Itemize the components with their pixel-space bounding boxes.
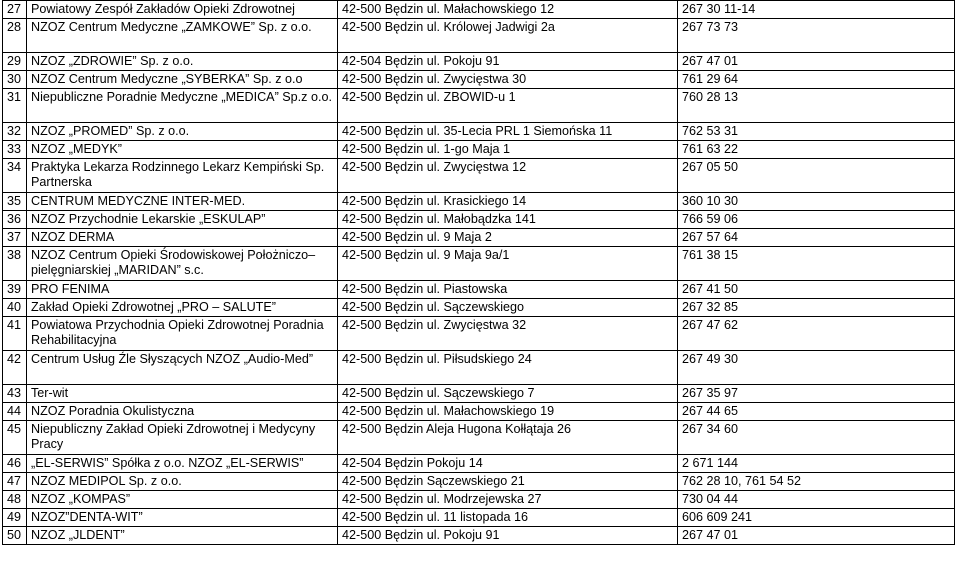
facility-name: NZOZ „PROMED” Sp. z o.o. bbox=[27, 123, 338, 141]
facility-name: Powiatowa Przychodnia Opieki Zdrowotnej Poradnia Rehabilitacyjna bbox=[27, 317, 338, 351]
facility-table bbox=[2, 0, 955, 545]
row-number: 41 bbox=[3, 317, 27, 351]
table-row bbox=[3, 247, 955, 281]
row-number: 43 bbox=[3, 385, 27, 403]
table-row bbox=[3, 19, 955, 53]
table-row bbox=[3, 385, 955, 403]
facility-phone: 761 63 22 bbox=[678, 141, 955, 159]
table-row bbox=[3, 527, 955, 545]
facility-name: NZOZ DERMA bbox=[27, 229, 338, 247]
row-number: 31 bbox=[3, 89, 27, 123]
facility-phone: 760 28 13 bbox=[678, 89, 955, 123]
row-number: 36 bbox=[3, 211, 27, 229]
facility-phone: 267 49 30 bbox=[678, 351, 955, 385]
facility-address: 42-500 Będzin ul. Zwycięstwa 32 bbox=[338, 317, 678, 351]
facility-name: PRO FENIMA bbox=[27, 281, 338, 299]
row-number: 50 bbox=[3, 527, 27, 545]
table-row bbox=[3, 211, 955, 229]
facility-name: Praktyka Lekarza Rodzinnego Lekarz Kempiński Sp. Partnerska bbox=[27, 159, 338, 193]
row-number: 29 bbox=[3, 53, 27, 71]
facility-name: Ter-wit bbox=[27, 385, 338, 403]
facility-table-body bbox=[3, 1, 955, 545]
facility-phone: 360 10 30 bbox=[678, 193, 955, 211]
table-row bbox=[3, 299, 955, 317]
facility-address: 42-500 Będzin ul. ZBOWID-u 1 bbox=[338, 89, 678, 123]
facility-address: 42-500 Będzin ul. 9 Maja 2 bbox=[338, 229, 678, 247]
facility-name: Niepubliczny Zakład Opieki Zdrowotnej i Medycyny Pracy bbox=[27, 421, 338, 455]
row-number: 34 bbox=[3, 159, 27, 193]
table-row bbox=[3, 509, 955, 527]
facility-address: 42-500 Będzin ul. Sączewskiego bbox=[338, 299, 678, 317]
facility-name: NZOZ MEDIPOL Sp. z o.o. bbox=[27, 473, 338, 491]
facility-name: „EL-SERWIS” Spółka z o.o. NZOZ „EL-SERWIS” bbox=[27, 455, 338, 473]
facility-address: 42-500 Będzin ul. Pokoju 91 bbox=[338, 527, 678, 545]
table-row bbox=[3, 229, 955, 247]
table-row bbox=[3, 351, 955, 385]
facility-address: 42-500 Będzin ul. Królowej Jadwigi 2a bbox=[338, 19, 678, 53]
facility-phone: 2 671 144 bbox=[678, 455, 955, 473]
facility-name: Niepubliczne Poradnie Medyczne „MEDICA” Sp.z o.o. bbox=[27, 89, 338, 123]
facility-phone: 267 47 01 bbox=[678, 53, 955, 71]
facility-phone: 267 44 65 bbox=[678, 403, 955, 421]
facility-name: NZOZ „MEDYK” bbox=[27, 141, 338, 159]
table-row bbox=[3, 193, 955, 211]
facility-name: NZOZ Centrum Medyczne „ZAMKOWE” Sp. z o.o. bbox=[27, 19, 338, 53]
row-number: 32 bbox=[3, 123, 27, 141]
facility-name: NZOZ „JLDENT” bbox=[27, 527, 338, 545]
facility-address: 42-500 Będzin ul. 35-Lecia PRL 1 Siemońska 11 bbox=[338, 123, 678, 141]
facility-phone: 606 609 241 bbox=[678, 509, 955, 527]
facility-phone: 267 32 85 bbox=[678, 299, 955, 317]
facility-phone: 762 53 31 bbox=[678, 123, 955, 141]
row-number: 42 bbox=[3, 351, 27, 385]
facility-name: NZOZ Poradnia Okulistyczna bbox=[27, 403, 338, 421]
facility-phone: 766 59 06 bbox=[678, 211, 955, 229]
table-row bbox=[3, 1, 955, 19]
row-number: 35 bbox=[3, 193, 27, 211]
table-row bbox=[3, 89, 955, 123]
facility-address: 42-500 Będzin ul. Krasickiego 14 bbox=[338, 193, 678, 211]
table-row bbox=[3, 123, 955, 141]
facility-phone: 762 28 10, 761 54 52 bbox=[678, 473, 955, 491]
facility-phone: 267 47 01 bbox=[678, 527, 955, 545]
facility-phone: 267 30 11-14 bbox=[678, 1, 955, 19]
facility-address: 42-504 Będzin ul. Pokoju 91 bbox=[338, 53, 678, 71]
row-number: 27 bbox=[3, 1, 27, 19]
facility-address: 42-500 Będzin Aleja Hugona Kołłątaja 26 bbox=[338, 421, 678, 455]
table-row bbox=[3, 421, 955, 455]
table-row bbox=[3, 53, 955, 71]
row-number: 46 bbox=[3, 455, 27, 473]
table-row bbox=[3, 473, 955, 491]
facility-name: Centrum Usług Źle Słyszących NZOZ „Audio-Med” bbox=[27, 351, 338, 385]
facility-name: NZOZ Centrum Medyczne „SYBERKA” Sp. z o.o bbox=[27, 71, 338, 89]
facility-phone: 267 47 62 bbox=[678, 317, 955, 351]
facility-name: Zakład Opieki Zdrowotnej „PRO – SALUTE” bbox=[27, 299, 338, 317]
facility-address: 42-500 Będzin ul. Piłsudskiego 24 bbox=[338, 351, 678, 385]
facility-phone: 267 57 64 bbox=[678, 229, 955, 247]
table-row bbox=[3, 403, 955, 421]
facility-address: 42-500 Będzin ul. 9 Maja 9a/1 bbox=[338, 247, 678, 281]
facility-phone: 761 29 64 bbox=[678, 71, 955, 89]
table-row bbox=[3, 317, 955, 351]
facility-address: 42-504 Będzin Pokoju 14 bbox=[338, 455, 678, 473]
table-row bbox=[3, 159, 955, 193]
table-row bbox=[3, 455, 955, 473]
row-number: 49 bbox=[3, 509, 27, 527]
facility-name: NZOZ „KOMPAS” bbox=[27, 491, 338, 509]
facility-address: 42-500 Będzin ul. Piastowska bbox=[338, 281, 678, 299]
row-number: 45 bbox=[3, 421, 27, 455]
facility-phone: 730 04 44 bbox=[678, 491, 955, 509]
row-number: 40 bbox=[3, 299, 27, 317]
facility-phone: 267 05 50 bbox=[678, 159, 955, 193]
row-number: 47 bbox=[3, 473, 27, 491]
facility-name: NZOZ „ZDROWIE” Sp. z o.o. bbox=[27, 53, 338, 71]
table-row bbox=[3, 141, 955, 159]
facility-name: CENTRUM MEDYCZNE INTER-MED. bbox=[27, 193, 338, 211]
facility-phone: 267 34 60 bbox=[678, 421, 955, 455]
facility-address: 42-500 Będzin Sączewskiego 21 bbox=[338, 473, 678, 491]
facility-name: NZOZ Centrum Opieki Środowiskowej Położniczo–pielęgniarskiej „MARIDAN” s.c. bbox=[27, 247, 338, 281]
facility-address: 42-500 Będzin ul. Zwycięstwa 30 bbox=[338, 71, 678, 89]
facility-address: 42-500 Będzin ul. Modrzejewska 27 bbox=[338, 491, 678, 509]
facility-phone: 267 73 73 bbox=[678, 19, 955, 53]
facility-address: 42-500 Będzin ul. Małobądzka 141 bbox=[338, 211, 678, 229]
row-number: 30 bbox=[3, 71, 27, 89]
facility-name: NZOZ”DENTA-WIT” bbox=[27, 509, 338, 527]
row-number: 48 bbox=[3, 491, 27, 509]
facility-phone: 267 35 97 bbox=[678, 385, 955, 403]
row-number: 38 bbox=[3, 247, 27, 281]
table-row bbox=[3, 71, 955, 89]
row-number: 33 bbox=[3, 141, 27, 159]
facility-address: 42-500 Będzin ul. 1-go Maja 1 bbox=[338, 141, 678, 159]
row-number: 37 bbox=[3, 229, 27, 247]
row-number: 44 bbox=[3, 403, 27, 421]
facility-address: 42-500 Będzin ul. Małachowskiego 12 bbox=[338, 1, 678, 19]
table-row bbox=[3, 491, 955, 509]
facility-phone: 761 38 15 bbox=[678, 247, 955, 281]
facility-name: NZOZ Przychodnie Lekarskie „ESKULAP” bbox=[27, 211, 338, 229]
row-number: 39 bbox=[3, 281, 27, 299]
facility-address: 42-500 Będzin ul. 11 listopada 16 bbox=[338, 509, 678, 527]
table-row bbox=[3, 281, 955, 299]
facility-address: 42-500 Będzin ul. Sączewskiego 7 bbox=[338, 385, 678, 403]
facility-phone: 267 41 50 bbox=[678, 281, 955, 299]
facility-address: 42-500 Będzin ul. Małachowskiego 19 bbox=[338, 403, 678, 421]
facility-address: 42-500 Będzin ul. Zwycięstwa 12 bbox=[338, 159, 678, 193]
row-number: 28 bbox=[3, 19, 27, 53]
facility-name: Powiatowy Zespół Zakładów Opieki Zdrowotnej bbox=[27, 1, 338, 19]
